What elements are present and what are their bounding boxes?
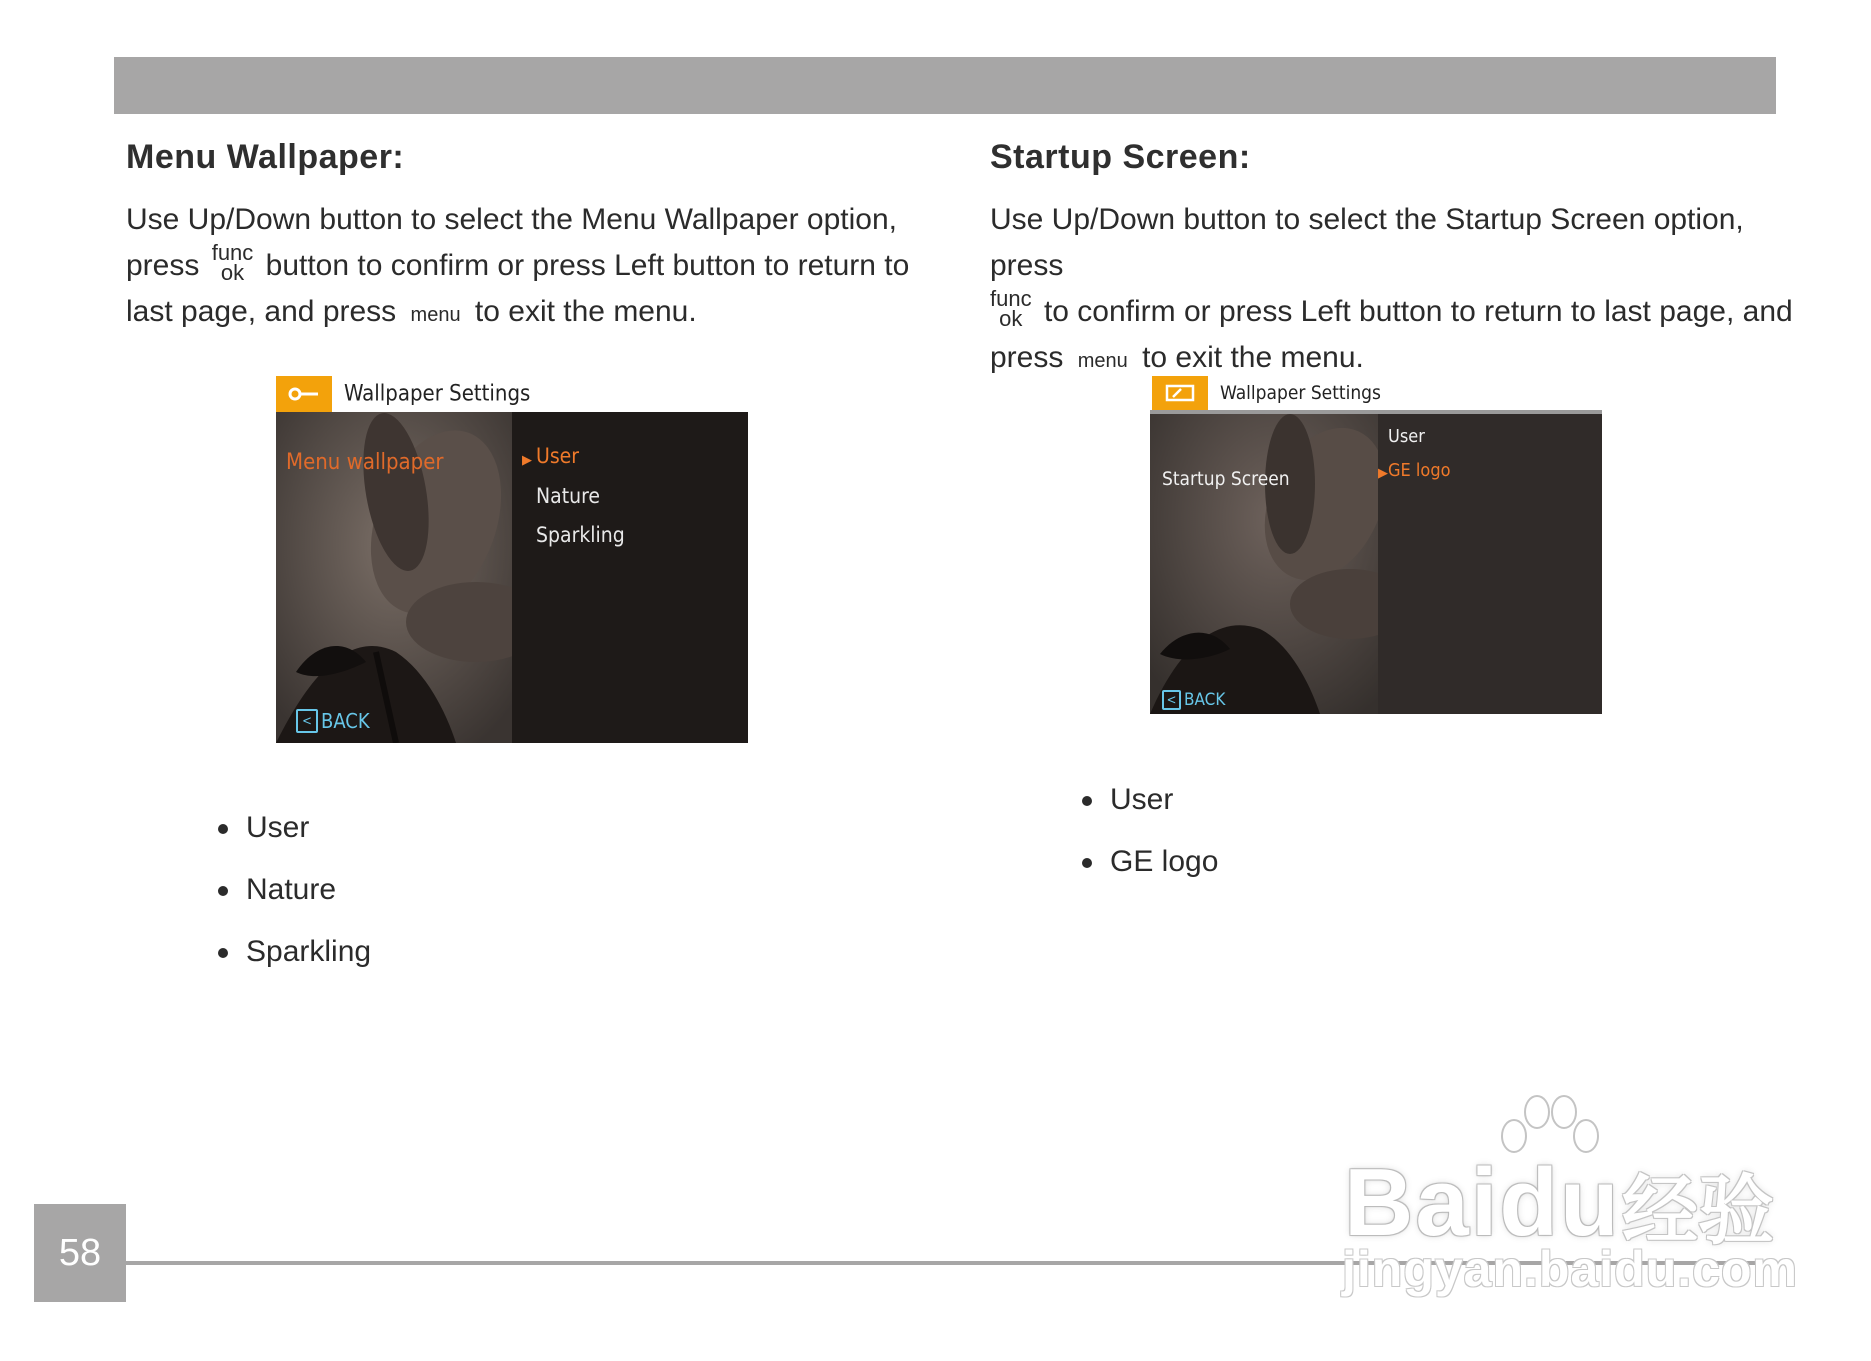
top-header-bar [114, 57, 1776, 114]
instruction-text: press [126, 249, 200, 282]
startup-screen-screen [1150, 376, 1602, 714]
instruction-text: last page, and press [126, 295, 397, 328]
option-user[interactable]: User [1388, 426, 1425, 447]
selection-arrow-icon: ▶ [1378, 465, 1388, 480]
watermark-url: jingyan.baidu.com [1342, 1241, 1798, 1297]
back-label: BACK [1184, 690, 1226, 710]
setting-label: Startup Screen [1162, 468, 1290, 490]
startup-screen-section [990, 138, 1810, 384]
flower-wallpaper-image [1150, 414, 1378, 714]
back-label: BACK [321, 709, 370, 733]
back-arrow-icon: < [296, 709, 318, 733]
func-ok-key-icon: func ok [211, 240, 254, 286]
watermark-logo-text: Baidu [1344, 1149, 1621, 1256]
instruction-text: press [990, 341, 1064, 374]
startup-screen-options-list [1082, 780, 1218, 904]
watermark-cn-text: 经验 [1622, 1169, 1774, 1254]
menu-wallpaper-heading: Menu Wallpaper: [126, 138, 405, 176]
wrench-icon [276, 376, 332, 412]
back-arrow-icon: < [1162, 690, 1181, 710]
list-item: User [218, 808, 371, 870]
options-panel [1378, 414, 1602, 714]
baidu-watermark [1340, 1092, 1798, 1307]
wallpaper-icon [1152, 376, 1208, 410]
selection-arrow-icon: ▶ [522, 452, 532, 467]
option-user[interactable]: User [536, 444, 580, 468]
back-button[interactable] [296, 709, 370, 733]
instruction-text: to exit the menu. [474, 295, 697, 328]
menu-key-icon: menu [1077, 350, 1128, 372]
menu-wallpaper-section [126, 138, 946, 338]
setting-label: Menu wallpaper [286, 450, 444, 475]
menu-wallpaper-options-list [218, 808, 371, 994]
screen-title: Wallpaper Settings [1220, 382, 1381, 404]
screen-title-bar [276, 376, 748, 412]
startup-screen-heading: Startup Screen: [990, 138, 1251, 176]
list-item: GE logo [1082, 842, 1218, 904]
startup-screen-instructions [990, 197, 1810, 384]
screen-title-bar [1150, 376, 1602, 414]
menu-wallpaper-instructions [126, 197, 946, 338]
menu-key-icon: menu [410, 304, 461, 326]
list-item: User [1082, 780, 1218, 842]
option-nature[interactable]: Nature [536, 484, 601, 508]
options-panel [512, 412, 748, 743]
func-ok-key-icon: func ok [990, 286, 1032, 332]
instruction-line: Use Up/Down button to select the Menu Wallpaper option, [126, 203, 897, 236]
menu-wallpaper-screen [276, 376, 748, 743]
list-item: Sparkling [218, 932, 371, 994]
instruction-text: to confirm or press Left button to return to last page, and [1043, 295, 1793, 328]
instruction-line: Use Up/Down button to select the Startup Screen option, press [990, 203, 1744, 282]
option-sparkling[interactable]: Sparkling [536, 523, 625, 547]
page-number: 58 [34, 1204, 126, 1302]
screen-title: Wallpaper Settings [344, 381, 531, 407]
option-ge-logo[interactable]: GE logo [1388, 460, 1451, 481]
back-button[interactable] [1162, 690, 1225, 710]
instruction-text: button to confirm or press Left button to return to [265, 249, 910, 282]
instruction-text: to exit the menu. [1142, 341, 1364, 374]
list-item: Nature [218, 870, 371, 932]
